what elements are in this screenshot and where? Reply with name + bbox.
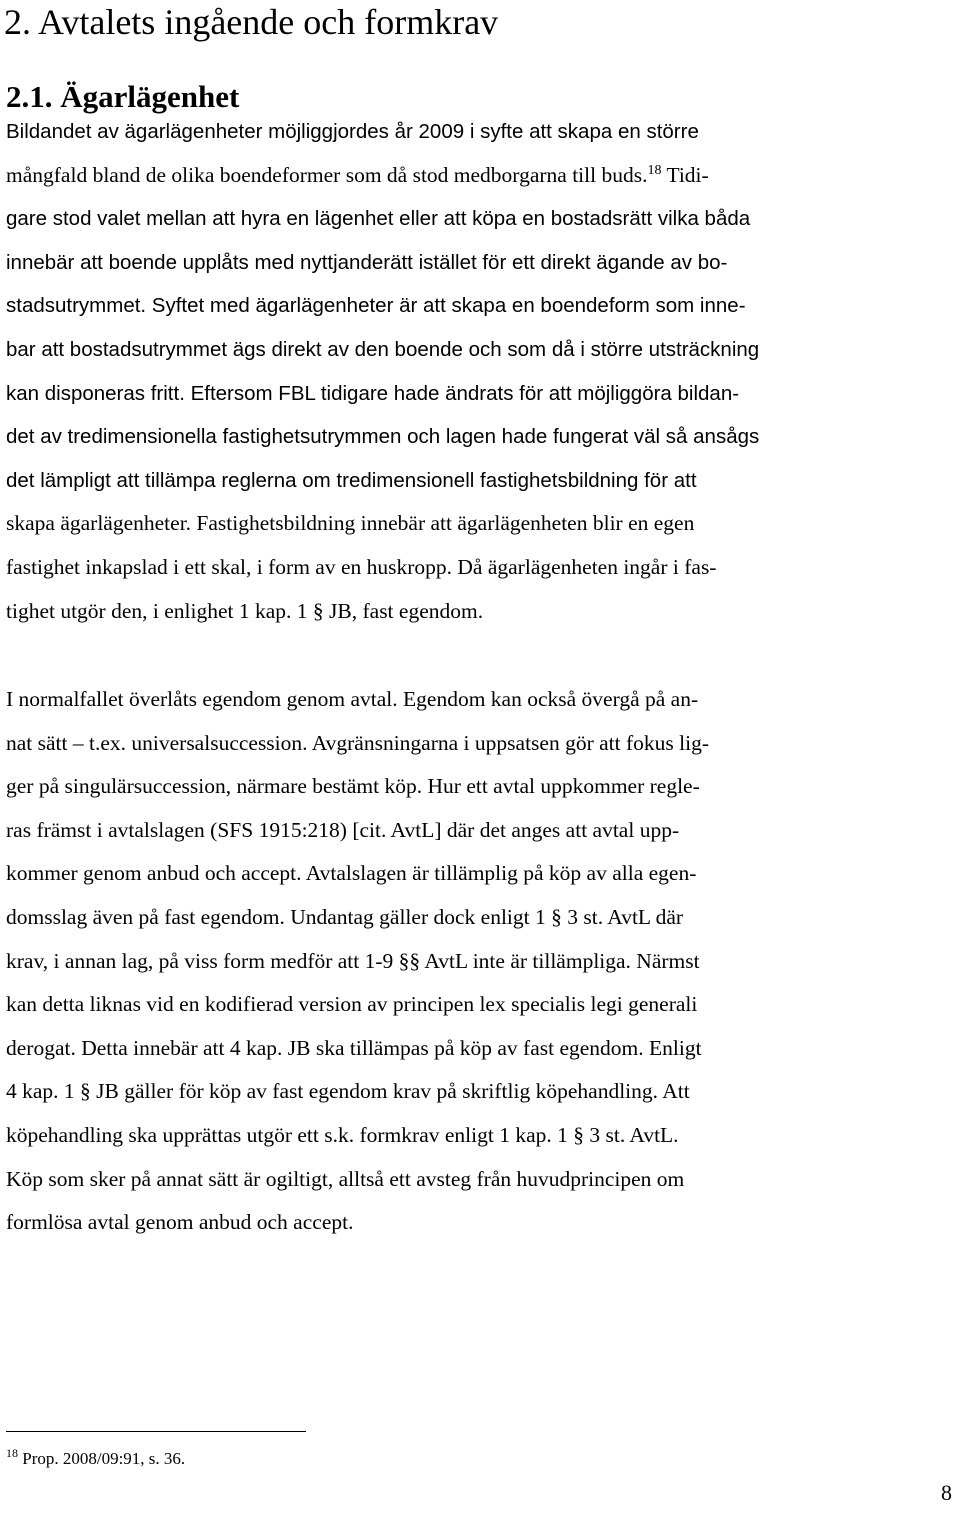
paragraph-agarlagenhet — [6, 110, 906, 633]
footnote-number: 18 — [6, 1446, 18, 1460]
text-line: tighet utgör den, i enlighet 1 kap. 1 § JB, fast egendom. — [6, 598, 484, 623]
text-line: krav, i annan lag, på viss form medför att 1-9 §§ AvtL inte är tillämpliga. Närmst — [6, 948, 700, 973]
footnote — [6, 1447, 185, 1471]
footnote-reference[interactable]: 18 — [647, 162, 662, 178]
text-line: Bildandet av ägarlägenheter möjliggjordes år 2009 i syfte att skapa en större — [6, 120, 699, 143]
section-heading: 2. Avtalets ingående och formkrav — [4, 2, 499, 42]
text-line: det lämpligt att tillämpa reglerna om tredimensionell fastighetsbildning för att — [6, 468, 697, 492]
text-line: fastighet inkapslad i ett skal, i form av en huskropp. Då ägarlägenheten ingår i fas- — [6, 554, 717, 579]
subsection-heading: 2.1. Ägarlägenhet — [6, 79, 240, 114]
text-line: det av tredimensionella fastighetsutrymmen och lagen hade fungerat väl så ansågs — [6, 425, 760, 449]
text-line — [6, 154, 906, 198]
text-line: kan detta liknas vid en kodifierad version av principen lex specialis legi generali — [6, 992, 698, 1017]
text-line: ras främst i avtalslagen (SFS 1915:218) [cit. AvtL] där det anges att avtal upp- — [6, 817, 680, 842]
text-line: kan disponeras fritt. Eftersom FBL tidigare hade ändrats för att möjliggöra bildan- — [6, 381, 740, 405]
text-line-continuation: Tidi- — [661, 162, 709, 187]
footnote-divider — [6, 1431, 306, 1432]
text-line: Köp som sker på annat sätt är ogiltigt, alltså ett avsteg från huvudprincipen om — [6, 1166, 685, 1191]
text-line: köpehandling ska upprättas utgör ett s.k. formkrav enligt 1 kap. 1 § 3 st. AvtL. — [6, 1122, 679, 1147]
paragraph-avtal — [6, 678, 906, 1245]
text-line: kommer genom anbud och accept. Avtalslagen är tillämplig på köp av alla egen- — [6, 861, 697, 886]
text-line: 4 kap. 1 § JB gäller för köp av fast egendom krav på skriftlig köpehandling. Att — [6, 1079, 690, 1104]
footnote-text: Prop. 2008/09:91, s. 36. — [18, 1449, 186, 1468]
text-line: derogat. Detta innebär att 4 kap. JB ska tillämpas på köp av fast egendom. Enligt — [6, 1035, 702, 1060]
text-line: nat sätt – t.ex. universalsuccession. Avgränsningarna i uppsatsen gör att fokus lig- — [6, 730, 709, 755]
text-line: I normalfallet överlåts egendom genom avtal. Egendom kan också övergå på an- — [6, 687, 699, 711]
text-line-content: mångfald bland de olika boendeformer som då stod medborgarna till buds. — [6, 162, 648, 187]
text-line: skapa ägarlägenheter. Fastighetsbildning innebär att ägarlägenheten blir en egen — [6, 511, 695, 536]
text-line: ger på singulärsuccession, närmare bestämt köp. Hur ett avtal uppkommer regle- — [6, 774, 700, 799]
text-line: formlösa avtal genom anbud och accept. — [6, 1210, 354, 1235]
page-number: 8 — [941, 1480, 952, 1505]
text-line: stadsutrymmet. Syftet med ägarlägenheter är att skapa en boendeform som inne- — [6, 294, 746, 318]
text-line: domsslag även på fast egendom. Undantag gäller dock enligt 1 § 3 st. AvtL där — [6, 904, 684, 929]
text-line: gare stod valet mellan att hyra en lägenhet eller att köpa en bostadsrätt vilka båda — [6, 207, 751, 231]
text-line: innebär att boende upplåts med nyttjanderätt istället för ett direkt ägande av bo- — [6, 250, 728, 274]
text-line: bar att bostadsutrymmet ägs direkt av den boende och som då i större utsträckning — [6, 337, 760, 361]
